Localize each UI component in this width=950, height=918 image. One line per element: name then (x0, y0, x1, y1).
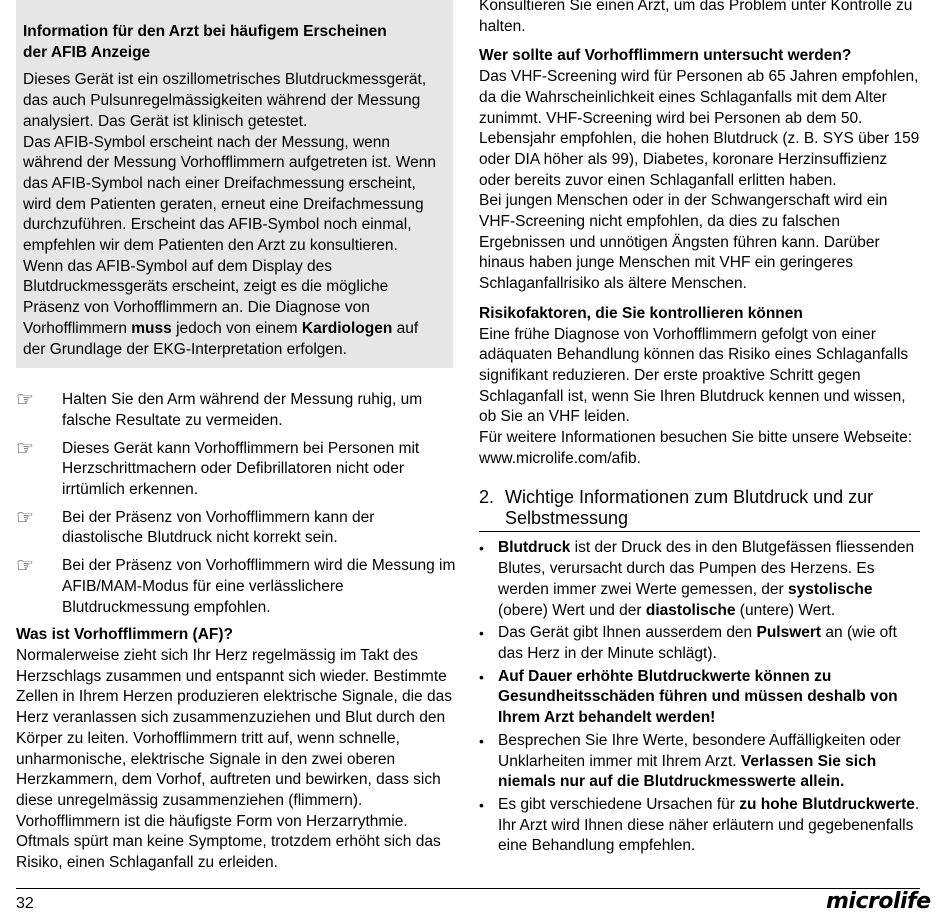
text-run: . Ihr Arzt wird Ihnen diese näher erläutern und gegebenenfalls eine Behandlung empfehlen. (498, 795, 920, 855)
text-run: (obere) Wert und der (498, 601, 646, 619)
emphasis-text: Kardiologen (301, 319, 393, 337)
emphasis-text: muss (131, 319, 172, 337)
af-heading: Was ist Vorhofflimmern (AF)? (16, 626, 233, 644)
risk-paragraph: Für weitere Informationen besuchen Sie bitte unsere Webseite: www.microlife.com/afib. (479, 429, 913, 467)
doctor-info-box (16, 0, 453, 368)
text-run: Das Gerät gibt Ihnen ausserdem den (498, 624, 757, 642)
emphasis-text: diastolische (645, 601, 736, 619)
right-column (479, 0, 920, 859)
text-run: an (wie oft das Herz in der Minute schlägt). (498, 624, 897, 662)
hint-item (16, 439, 456, 501)
bullet-dot-icon: • (479, 668, 484, 685)
emphasis-text: systolische (788, 580, 873, 598)
text-run: Es gibt verschiedene Ursachen für (498, 795, 740, 813)
risk-paragraph: Eine frühe Diagnose von Vorhofflimmern gefolgt von einer adäquaten Behandlung können das Risiko eines Schlaganfalls signifikant reduzieren. Der erste proaktive Schritt gegen Schlaganfall ist, wenn Sie Ihren Blutdruck kennen und wissen, ob Sie an VHF leiden. (479, 325, 909, 426)
text-run: auf der Grundlage der EKG-Interpretation erfolgen. (23, 319, 419, 358)
pointing-hand-icon: ☞ (16, 437, 34, 460)
text-run: Besprechen Sie Ihre Werte, besondere Auffälligkeiten oder Unklarheiten immer mit Ihrem Arzt. (498, 731, 901, 770)
bullet-item (479, 731, 920, 793)
doctor-info-paragraph (23, 257, 443, 361)
text-run: jedoch von einem (171, 319, 302, 337)
section-2-heading (479, 487, 920, 532)
pointing-hand-icon: ☞ (16, 555, 34, 578)
doctor-info-title (23, 22, 443, 63)
text-run: Wenn das AFIB-Symbol auf dem Display des Blutdruckmessgeräts erscheint, zeigt es die mögliche Präsenz von Vorhofflimmern an. Die Diagnose von Vorhofflimmern (23, 257, 389, 337)
hint-text: Bei der Präsenz von Vorhofflimmern wird die Messung im AFIB/MAM-Modus für eine verlässlichere Blutdruckmessung empfohlen. (62, 557, 456, 616)
section-number: 2. (479, 487, 495, 508)
bullet-list (479, 538, 920, 857)
bullet-item (479, 667, 920, 729)
hint-item (16, 556, 456, 618)
emphasis-text: Pulswert (756, 624, 822, 642)
bullet-dot-icon: • (479, 732, 484, 749)
hint-text: Bei der Präsenz von Vorhofflimmern kann der diastolische Blutdruck nicht korrekt sein. (62, 508, 375, 547)
bullet-item (479, 795, 920, 857)
bullet-text (498, 795, 920, 857)
af-paragraph: Normalerweise zieht sich Ihr Herz regelmässig im Takt des Herzschlags zusammen und entspannt sich wieder. Bestimmte Zellen in Ihrem Herzen produzieren elektrische Signale, die das Herz veranlassen sich zusammenzuziehen und Blut durch den Körper zu leiten. Vorhofflimmern tritt auf, wenn schnelle, unharmonische, elektrische Signale in den zwei oberen Herzkammern, dem Vorhof, auftreten und bewirken, dass sich diese unregelmässig zusammenziehen (flimmern). Vorhofflimmern ist die häufigste Form von Herzarrythmie. Oftmals spürt man keine Symptome, trotzdem erhöht sich das Risiko, einen Schlaganfall zu erleiden. (16, 646, 452, 872)
screening-paragraph: Das VHF-Screening wird für Personen ab 65 Jahren empfohlen, da die Wahrscheinlichkeit eines Schlaganfalls mit dem Alter zunimmt. VHF-Screening wird bei Personen ab dem 50. Lebensjahr empfohlen, die hohen Blutdruck (z. B. SYS über 159 oder DIA höher als 99), Diabetes, koronare Herzinsuffizienz oder bereits zuvor einen Schlaganfall erlitten haben. (479, 68, 920, 189)
hint-item (16, 508, 456, 549)
bullet-dot-icon: • (479, 625, 484, 642)
doctor-info-paragraph: Das AFIB-Symbol erscheint nach der Messung, wenn während der Messung Vorhofflimmern aufgetreten ist. Wenn das AFIB-Symbol nach einer Dreifachmessung erscheint, wird dem Patienten geraten, erneut eine Dreifachmessung durchzuführen. Erscheint das AFIB-Symbol noch einmal, empfehlen wir dem Patienten den Arzt zu konsultieren. (23, 133, 436, 255)
bullet-text (498, 538, 920, 621)
footer-divider (16, 888, 920, 889)
screening-paragraph: Bei jungen Menschen oder in der Schwangerschaft wird ein VHF-Screening nicht empfohlen, da dies zu falschen Ergebnissen und unnötigen Ängsten führen kann. Darüber hinaus haben junge Menschen mit VHF ein geringeres Schlaganfallrisiko als ältere Menschen. (479, 192, 888, 293)
text-run: ist der Druck des in den Blutgefässen fliessenden Blutes, verursacht durch das Pumpen des Herzens. Es werden immer zwei Werte gemessen, der (498, 539, 915, 598)
doctor-info-paragraph: Dieses Gerät ist ein oszillometrisches Blutdruckmessgerät, das auch Pulsunregelmässigkeiten während der Messung analysiert. Das Gerät ist klinisch getestet. (23, 71, 427, 130)
hint-list (16, 390, 456, 618)
continued-text: Konsultieren Sie einen Arzt, um das Problem unter Kontrolle zu halten. (479, 0, 913, 35)
text-run: (untere) Wert. (735, 601, 836, 619)
hint-text: Dieses Gerät kann Vorhofflimmern bei Personen mit Herzschrittmachern oder Defibrillatoren nicht oder irrtümlich erkennen. (62, 439, 420, 499)
emphasis-text: Blutdruck (498, 539, 571, 557)
bullet-text (498, 731, 920, 793)
risk-heading: Risikofaktoren, die Sie kontrollieren können (479, 304, 803, 322)
pointing-hand-icon: ☞ (16, 506, 34, 529)
emphasis-text: zu hohe Blutdruckwerte (739, 795, 915, 813)
pointing-hand-icon: ☞ (16, 389, 34, 412)
screening-heading: Wer sollte auf Vorhofflimmern untersucht werden? (479, 47, 852, 65)
section-title: Wichtige Informationen zum Blutdruck und zur Selbstmessung (505, 487, 874, 529)
bullet-text (498, 623, 920, 664)
page-number: 32 (16, 895, 34, 912)
microlife-logo: microlife (826, 889, 931, 914)
bullet-dot-icon: • (479, 540, 484, 557)
bullet-text: Auf Dauer erhöhte Blutdruckwerte können zu Gesundheitsschäden führen und müssen deshalb von Ihrem Arzt behandelt werden! (498, 667, 898, 727)
bullet-dot-icon: • (479, 796, 484, 813)
emphasis-text: Verlassen Sie sich niemals nur auf die Blutdruckmesswerte allein. (498, 752, 877, 791)
bullet-item (479, 623, 920, 664)
left-column (16, 0, 456, 874)
hint-item (16, 390, 456, 431)
doctor-info-title-line1: Information für den Arzt bei häufigem Erscheinen (23, 23, 387, 40)
bullet-item (479, 538, 920, 621)
hint-text: Halten Sie den Arm während der Messung ruhig, um falsche Resultate zu vermeiden. (62, 391, 423, 429)
doctor-info-title-line2: der AFIB Anzeige (23, 43, 151, 61)
